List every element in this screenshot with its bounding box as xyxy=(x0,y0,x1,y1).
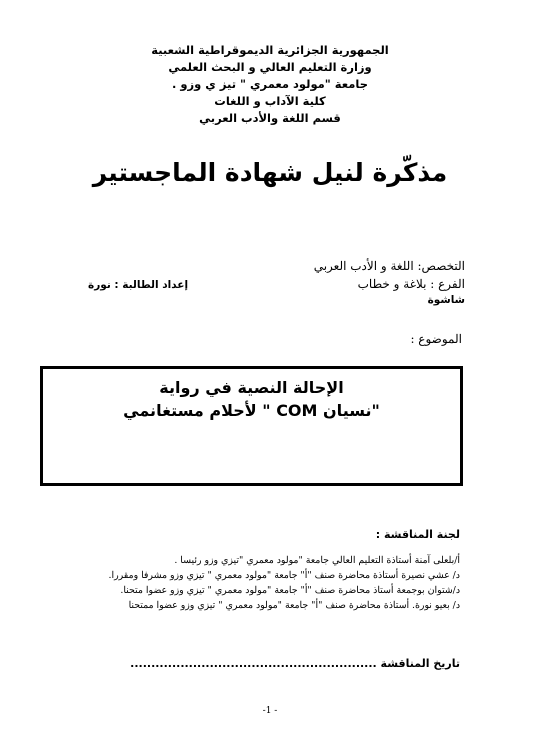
header-line-republic: الجمهورية الجزائرية الديموقراطية الشعبية xyxy=(151,43,389,57)
header-line-department: قسم اللغة والأدب العربي xyxy=(199,111,341,125)
topic-title-line1: الإحالة النصية في رواية xyxy=(159,378,344,397)
committee-heading: لجنة المناقشة : xyxy=(375,528,460,541)
thesis-title: مذكّرة لنيل شهادة الماجستير xyxy=(92,158,448,187)
institution-header xyxy=(0,42,540,127)
topic-title-line2: "نسيان COM " لأحلام مستغانمي xyxy=(123,401,380,420)
committee-members xyxy=(40,553,460,613)
topic-label: الموضوع : xyxy=(410,332,462,346)
student-line: إعداد الطالبة : نورة xyxy=(88,279,189,291)
discussion-date: تاريخ المناقشة ........................................................... xyxy=(130,657,460,670)
header-line-faculty: كلية الآداب و اللغات xyxy=(214,94,326,108)
branch-line: الفرع : بلاغة و خطاب xyxy=(357,277,465,291)
page-number: -1 - xyxy=(262,706,278,716)
committee-member: أ/بلعلى آمنة أستاذة التعليم العالي جامعة "مولود معمري "تيزي وزو رئيسا . xyxy=(174,555,460,566)
header-line-ministry: وزارة التعليم العالي و البحث العلمي xyxy=(168,60,372,74)
committee-member: د/شتوان بوجمعة أستاذ محاضرة صنف "أ" جامعة "مولود معمري " تيزي وزو عضوا متحنا. xyxy=(120,585,460,596)
header-line-university: جامعة "مولود معمري " تيز ي وزو . xyxy=(172,77,368,91)
student-surname: شاشوة xyxy=(427,294,465,306)
committee-member: د/ عشي نصيرة أستاذة محاضرة صنف "أ" جامعة "مولود معمري " تيزي وزو مشرفا ومقررا. xyxy=(108,570,460,581)
committee-member: د/ بعيو نورة. أستاذة محاضرة صنف "أ" جامعة "مولود معمري " تيزي وزو عضوا ممتحنا xyxy=(128,600,460,611)
specialty-line: التخصص: اللغة و الأدب العربي xyxy=(313,259,465,273)
